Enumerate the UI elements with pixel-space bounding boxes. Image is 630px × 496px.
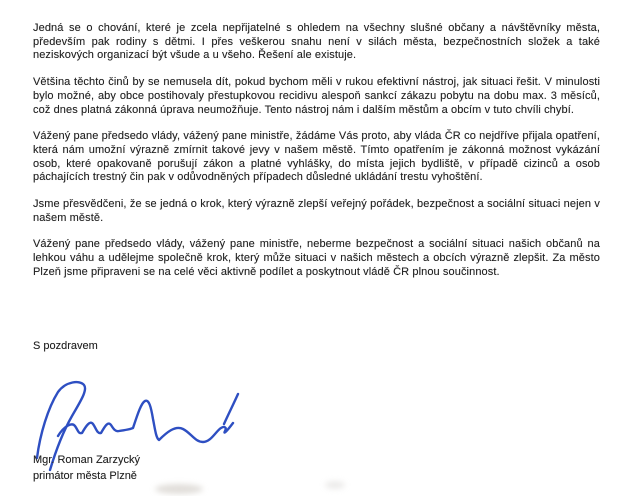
- letter-body: [33, 22, 600, 280]
- letter-paragraph: Vážený pane předsedo vlády, vážený pane ministře, neberme bezpečnost a sociální situaci našich občanů na lehkou váhu a udělejme společně krok, který může situaci v našich městech a obcích výrazně zlepšit. Za město Plzeň jsme připraveni se na celé věci aktivně podílet a poskytnout vládě ČR plnou součinnost.: [33, 238, 600, 278]
- closing-salutation: S pozdravem: [33, 340, 98, 352]
- signer-title: primátor města Plzně: [33, 469, 137, 482]
- letter-paragraph: Většina těchto činů by se nemusela dít, pokud bychom měli v rukou efektivní nástroj, jak situaci řešit. V minulosti bylo možné, aby obce postihovaly přestupkovou recidivu alespoň sankcí zákazu pobytu na dobu max. 3 měsíců, což dnes platná zákonná úprava neumožňuje. Tento nástroj nám i dalším městům a obcím v tuto chvíli chybí.: [33, 76, 600, 116]
- scan-smudge: [155, 484, 203, 494]
- letter-paragraph: Vážený pane předsedo vlády, vážený pane ministře, žádáme Vás proto, aby vláda ČR co nejdříve přijala opatření, která nám umožní výrazně zmírnit takové jevy v našem městě. Tímto opatřením je zákonná možnost vykázání osob, které opakovaně porušují zákon a platné vyhlášky, do místa jejich bydliště, v případě cizinců a osob páchajících trestný čin pak v odůvodněných případech důsledné ukládání trestu vyhoštění.: [33, 130, 600, 184]
- scan-smudge: [325, 481, 345, 489]
- letter-paragraph: Jsme přesvědčeni, že se jedná o krok, který výrazně zlepší veřejný pořádek, bezpečnost a sociální situaci nejen v našem městě.: [33, 198, 600, 224]
- signer-name: Mgr. Roman Zarzycký: [33, 454, 140, 466]
- signer-block: [33, 453, 140, 484]
- letter-paragraph: Jedná se o chování, které je zcela nepřijatelné s ohledem na všechny slušné občany a návštěvníky města, především pak rodiny s dětmi. I přes veškerou snahu není v silách města, bezpečnostních složek a také neziskových organizací být všude a u všeho. Řešení ale existuje.: [33, 22, 600, 62]
